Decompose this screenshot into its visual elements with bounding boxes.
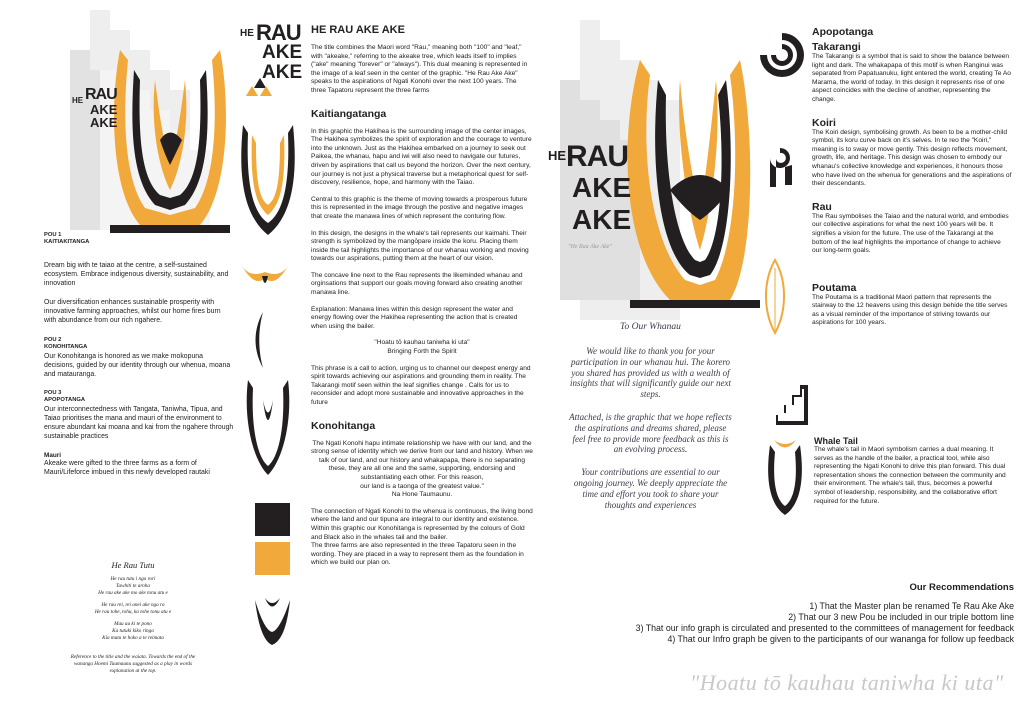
right-text-column [812,26,1012,328]
pou2-tag: POU 2 [44,337,62,344]
bailer-icon [243,380,293,480]
kaitiangatanga-para-2: Central to this graphic is the theme of moving towards a prosperous future this is represented in the image through the postive and negative images that create the manawa lines of which represent the conturing flow. [311,195,528,220]
whale-tail-section [814,436,1014,506]
logo-tagline: "He Rau Ake Ake" [568,244,612,250]
middle-text-column [311,24,533,568]
kaitiangatanga-para-5: Explanation: Manawa lines within this design represent the water and energy flowing over the Hakihea representing the action that is created when using the bailer. [311,305,518,330]
whale-tail-icon [240,258,290,298]
thanks-para-3: Your contributions are essential to our ongoing journey. We deeply appreciate the time and effort you took to share your thoughts and experiences [573,467,728,510]
gold-swatch [255,542,290,575]
poem-line: He rau tohe, tohu, ka tohe tonu atu e [94,609,172,615]
footer-quote: "Hoatu tō kauhau taniwha ki uta" [690,670,1004,695]
poem-line: Ka tutuki kiko ringa [112,628,154,634]
pou-section [44,232,234,478]
takarangi-text: The Takarangi is a symbol that is said to show the balance between light and dark. The whakapapa of this motif is when Ranginui was separated from Papatuanuku, light entered the world, creating Te Ao Marama, the world of today. In this design it represents rise of one aspect coincides with the decline of another, representing the change. [812,53,1011,103]
thank-you-note [568,322,733,510]
konohitanga-attribution: Na Hone Taumaunu. [391,491,453,499]
he-rau-ake-ake-graphic [100,40,240,240]
pou1-text-2: Our diversification enhances sustainable prosperity with innovative farming approaches, whilst our home fires burn with abundance from our rich ngahere. [44,298,221,324]
poem-line: Mau au ki te pono [114,621,152,627]
logo-ake-2: AKE [90,115,118,130]
poem-line: Tawhiti te aroha [116,583,150,589]
logo-middle-ake-1: AKE [262,42,303,63]
logo-middle-rau: RAU [256,20,301,45]
pou3-text: Our interconnectedness with Tangata, Taniwha, Tipua, and Taiao prioritises the mana and mauri of the environment to ensure abundant kai moana and kai from the ngahere through sustainable practices [44,406,234,440]
takarangi-icon [757,30,807,80]
poem-line: Kia mutu te hoko a te reimata [102,635,164,641]
whale-tail-title: Whale Tail [814,436,858,446]
mauri-text: Akeake were gifted to the three farms as a form of Mauri/Lifeforce imbued in this newly developed rautaki [44,459,210,476]
quote-line-2: Bringing Forth the Spirit [387,348,457,356]
rau-text: The Rau symbolises the Taiao and the natural world, and embodies our collective aspirations for what the next 100 years will be. It signifies a vision for the future. The use of the Takarangi at the bottom of the leaf highlights the importance of change to achieve our long-term goals. [812,212,1009,255]
poutama-title: Poutama [812,281,857,294]
recommendation-item: 2) That our 3 new Pou be included in our triple bottom line [788,612,1014,622]
konohitanga-para-1: The Ngati Konohi hapu intimate relationship we have with our land, and the strong sense of identity which we derive from our land and history. When we talk of our land, and our history and whakapapa, there is no separating these, they are all one and the same, supporting, endorsing and substantiating each other. For this reason, [311,439,533,481]
logo-main-ake-1: AKE [572,172,632,203]
konohitanga-para-2: The connection of Ngati Konohi to the whenua is continuous, the living bond where the land and our tipuna are integral to our identity and existence. Within this graphic our Konohitanga is represented by the colours of Gold and Black also in the whales tail and the bailer. [311,507,533,541]
rau-title: Rau [812,200,832,213]
konohitanga-title: Konohitanga [311,419,376,432]
pou2-text: Our Konohitanga is honored as we make mokopuna decisions, guided by our identity through our whenua, moana and matauranga. [44,353,231,379]
konohitanga-quote: our land is a taonga of the greatest value." [360,482,484,490]
he-rau-ake-ake-title: HE RAU AKE AKE [311,24,405,36]
logo-middle-he: HE [240,28,254,39]
logo-he: HE [72,96,84,105]
recommendations-list [554,601,1014,645]
recommendation-item: 4) That our Infro graph be given to the participants of our wananga for follow up feedback [667,634,1014,644]
pou1-text-1: Dream big with te taiao at the centre, a self-sustained ecosystem. Embrace indigenous diversity, sustainability, and innovation [44,262,229,287]
thanks-para-1: We would like to thank you for your participation in our whanau hui. The korero you shared has provided us with a wealth of insights that will significantly guide our next steps. [570,346,731,400]
black-swatch [255,503,290,536]
kaitiangatanga-title: Kaitiangatanga [311,107,387,120]
kaitiangatanga-para-3: In this design, the designs in the whale's tail represents our kaimahi. Their strength is symbolized by the mangōpare inside the koru. Placing them inside the tail highlights the importance of our whanau working and moving towards our aspirations, putting them at the heart of our vision. [311,229,529,263]
logo-ake-1: AKE [90,102,118,117]
quote-line-1: "Hoatu tō kauhau taniwha ki uta" [374,339,470,347]
rau-leaf-icon [760,258,790,338]
apopotanga-title: Apopotanga [812,26,874,38]
tapatoru-icon [244,78,274,98]
poem-line: He rau rei, rei anei ake nga ra [101,602,165,608]
thanks-title: To Our Whanau [620,322,681,332]
mauri-title: Mauri [44,451,62,459]
poem-block [48,560,218,675]
recommendations-title: Our Recommendations [909,582,1014,593]
manawa-line-icon [248,310,278,370]
hakihea-icon [238,125,298,245]
koiri-icon [765,145,795,190]
recommendations [554,582,1014,645]
pou2-subtitle: KONOHITANGA [44,344,88,351]
logo-main-ake-2: AKE [572,204,632,235]
poem-title: He Rau Tutu [111,560,155,570]
koiri-whale-icon [250,590,295,650]
pou1-subtitle: KAITIAKITANGA [44,239,90,245]
pou1-tag: POU 1 [44,232,62,238]
poem-line: He rau ake ake mo ake tonu atu e [98,590,168,596]
whale-tail-text: The whale's tail in Maori symbolism carries a dual meaning. It serves as the handle of the bailer, a practical tool, while also representing the Ngati Konohi to drive this plan forward. This dual representation shows the connection between the community and their environment. The whale's tail, thus, becomes a powerful symbol of leadership, responsibility, and the collaborative effort required for the future. [814,446,1006,505]
logo-main-he: HE [548,148,567,163]
koiri-text: The Koiri design, symbolising growth. As been to be a mother-child symbol, its koru curve back on it's selves. In te reo the "Koiri," meaning is to sway or move gently. This design reflects movement, growth, life, and heritage. This design was chosen to embody our whanau's collective knowledge and experiences, it honours those who have lived on the whenua for generations and the aspirations of their descendants. [812,128,1012,188]
thanks-para-2: Attached, is the graphic that we hope reflects the aspirations and dreams shared, please feel free to provide more feedback as this is an evolving process. [569,411,732,455]
intro-paragraph: The title combines the Maori word "Rau," meaning both "100" and "leaf," with "akeake," referring to the akeake tree, which leads itself to implies ("ake" meaning "forever" or "always"). This dual meaning is represented in the image of a leaf seen in the center of the graphic. "He Rau Ake Ake" speaks to the aspirations of Ngati Konohi over the next 100 years. The three Tapatoru represent the three farms [311,44,528,94]
kaitiangatanga-para-6: This phrase is a call to action, urging us to channel our deepest energy and spirit towards achieving our aspirations and grounding them in reality. The Takarangi motif seen within the leaf signifies change . Calls for us to reconsider and adopt more sustainable and innovative approaches in the future [311,364,531,406]
recommendation-item: 3) That our info graph is circulated and presented to the committees of management for feedback [635,623,1014,633]
logo-rau: RAU [85,86,117,103]
koiri-title: Koiri [812,116,836,129]
poem-note: Reference to the title and the waiata. Towards the end of the wananga Hoemi Taumaunu suggested as a play in words explanation at the top. [70,654,196,674]
kaitiangatanga-para-4: The concave line next to the Rau represents the likeminded whanau and orginsations that support our goals moving forward also creating another manawa line. [311,271,523,297]
pou3-subtitle: APOPOTANGA [44,397,86,404]
logo-main-rau: RAU [566,140,628,173]
poem-lines [48,576,218,642]
poutama-icon [768,375,808,425]
poutama-text: The Poutama is a traditional Maori pattern that represents the stairway to the 12 heavens using this design behide the title serves as a visual reminder of the importance of striving towards our aspirations for 100 years. [812,293,1008,327]
whale-tail-bailer-icon [760,440,810,520]
logo-middle-ake-2: AKE [262,62,303,83]
takarangi-title: Takarangi [812,41,861,53]
recommendation-item: 1) That the Master plan be renamed Te Rau Ake Ake [809,601,1014,611]
poem-line: He rau tutu i nga rori [110,576,156,582]
konohitanga-para-3: The three farms are also represented in the three Tapatoru seen in the wording. They are placed in a way to represent them as the foundation in which we build our plan on. [311,542,524,567]
kaitiangatanga-para-1: In this graphic the Hakihea is the surrounding image of the center images, The Hakihea symbolizes the spirit of exploration and the courage to venture into the unknown. Just as the Hakihea embarked on a journey to seek out Paikea, the whanau, hapu and iwi will also need to navigate our futures, driven by aspirations that call us beyond the horizon. Over the next century, our journey is not just a physical traverse but a metaphorical quest for self-discovery, resilience, hope, and harmony with the Taiao. [311,127,532,187]
pou3-tag: POU 3 [44,390,62,397]
